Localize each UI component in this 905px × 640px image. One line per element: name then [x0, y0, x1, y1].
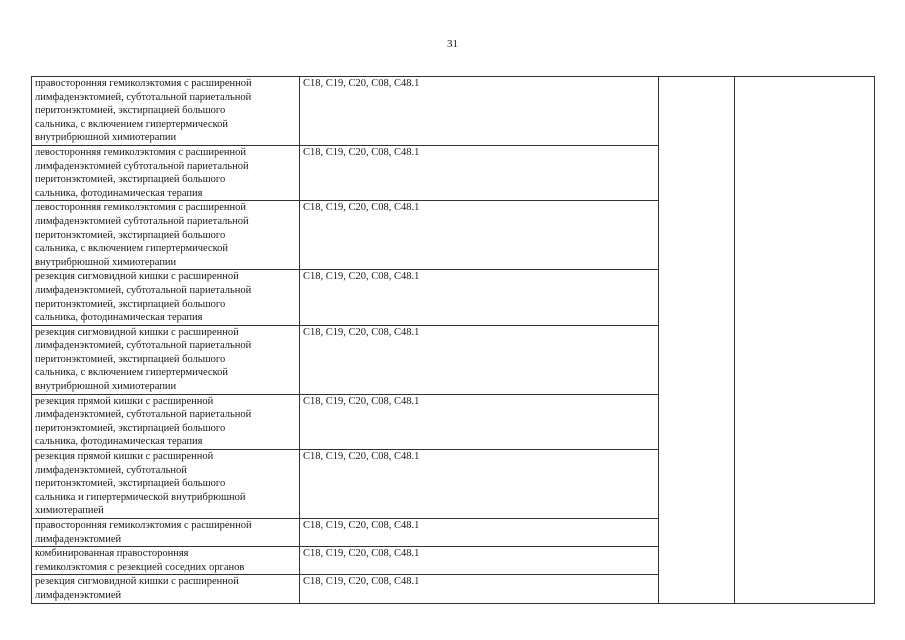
diagnosis-codes-cell: C18, C19, C20, C08, C48.1 — [300, 145, 659, 200]
procedure-line: левосторонняя гемиколэктомия с расширенной — [35, 202, 246, 214]
procedure-line: внутрибрюшной химиотерапии — [35, 132, 177, 144]
table-body — [32, 77, 875, 604]
procedure-line: химиотерапией — [35, 505, 104, 517]
empty-merged-cell — [735, 77, 875, 604]
procedure-line: перитонэктомией, экстирпацией большого — [35, 105, 226, 117]
procedure-cell — [32, 145, 300, 200]
procedure-line: резекция сигмовидной кишки с расширенной — [35, 326, 239, 338]
procedure-line: левосторонняя гемиколэктомия с расширенной — [35, 146, 246, 158]
procedure-line: резекция сигмовидной кишки с расширенной — [35, 271, 239, 283]
procedure-cell — [32, 77, 300, 146]
procedure-line: перитонэктомией, экстирпацией большого — [35, 298, 226, 310]
procedure-line: внутрибрюшной химиотерапии — [35, 381, 177, 393]
diagnosis-codes-cell: C18, C19, C20, C08, C48.1 — [300, 325, 659, 394]
procedure-line: сальника, с включением гипертермической — [35, 118, 229, 130]
procedure-line: правосторонняя гемиколэктомия с расширенной — [35, 78, 252, 89]
procedure-line: лимфаденэктомией, субтотальной париетальной — [35, 91, 252, 103]
diagnosis-codes-cell: C18, C19, C20, C08, C48.1 — [300, 201, 659, 270]
procedures-table — [31, 76, 875, 604]
procedure-line: сальника, с включением гипертермической — [35, 243, 229, 255]
procedure-cell — [32, 394, 300, 449]
procedure-cell — [32, 325, 300, 394]
procedure-line: сальника, фотодинамическая терапия — [35, 312, 203, 324]
table-row — [32, 77, 875, 146]
procedure-line: лимфаденэктомией — [35, 589, 122, 601]
procedure-line: лимфаденэктомией субтотальной париетальной — [35, 215, 249, 227]
procedure-cell — [32, 201, 300, 270]
procedure-line: сальника, фотодинамическая терапия — [35, 436, 203, 448]
procedure-line: резекция сигмовидной кишки с расширенной — [35, 576, 239, 588]
diagnosis-codes-cell: C18, C19, C20, C08, C48.1 — [300, 394, 659, 449]
procedure-line: правосторонняя гемиколэктомия с расширенной — [35, 520, 252, 531]
procedure-cell — [32, 575, 300, 603]
diagnosis-codes-cell: C18, C19, C20, C08, C48.1 — [300, 547, 659, 575]
diagnosis-codes-cell: C18, C19, C20, C08, C48.1 — [300, 575, 659, 603]
procedure-line: перитонэктомией, экстирпацией большого — [35, 353, 226, 365]
procedure-cell — [32, 270, 300, 325]
procedure-line: лимфаденэктомией, субтотальной париетальной — [35, 340, 252, 352]
procedure-line: гемиколэктомия с резекцией соседних органов — [35, 561, 245, 573]
procedure-line: резекция прямой кишки с расширенной — [35, 451, 214, 463]
procedure-line: перитонэктомией, экстирпацией большого — [35, 229, 226, 241]
diagnosis-codes-cell: C18, C19, C20, C08, C48.1 — [300, 450, 659, 519]
procedure-line: перитонэктомией, экстирпацией большого — [35, 174, 226, 186]
diagnosis-codes-cell: C18, C19, C20, C08, C48.1 — [300, 77, 659, 146]
procedure-line: сальника, с включением гипертермической — [35, 367, 229, 379]
procedure-line: перитонэктомией, экстирпацией большого — [35, 422, 226, 434]
procedure-line: лимфаденэктомией — [35, 533, 122, 545]
procedure-line: лимфаденэктомией, субтотальной париетальной — [35, 409, 252, 421]
diagnosis-codes-cell: C18, C19, C20, C08, C48.1 — [300, 519, 659, 547]
diagnosis-codes-cell: C18, C19, C20, C08, C48.1 — [300, 270, 659, 325]
procedure-line: сальника, фотодинамическая терапия — [35, 187, 203, 199]
procedure-cell — [32, 547, 300, 575]
page-number: 31 — [447, 38, 458, 50]
procedure-line: перитонэктомией, экстирпацией большого — [35, 478, 226, 490]
procedure-cell — [32, 450, 300, 519]
procedure-line: лимфаденэктомией субтотальной париетальной — [35, 160, 249, 172]
procedure-line: лимфаденэктомией, субтотальной париетальной — [35, 284, 252, 296]
procedure-cell — [32, 519, 300, 547]
procedure-line: комбинированная правосторонняя — [35, 548, 189, 560]
empty-merged-cell — [659, 77, 735, 604]
procedure-line: лимфаденэктомией, субтотальной — [35, 464, 187, 476]
procedure-line: резекция прямой кишки с расширенной — [35, 395, 214, 407]
procedure-line: внутрибрюшной химиотерапии — [35, 256, 177, 268]
procedure-line: сальника и гипертермической внутрибрюшной — [35, 491, 246, 503]
